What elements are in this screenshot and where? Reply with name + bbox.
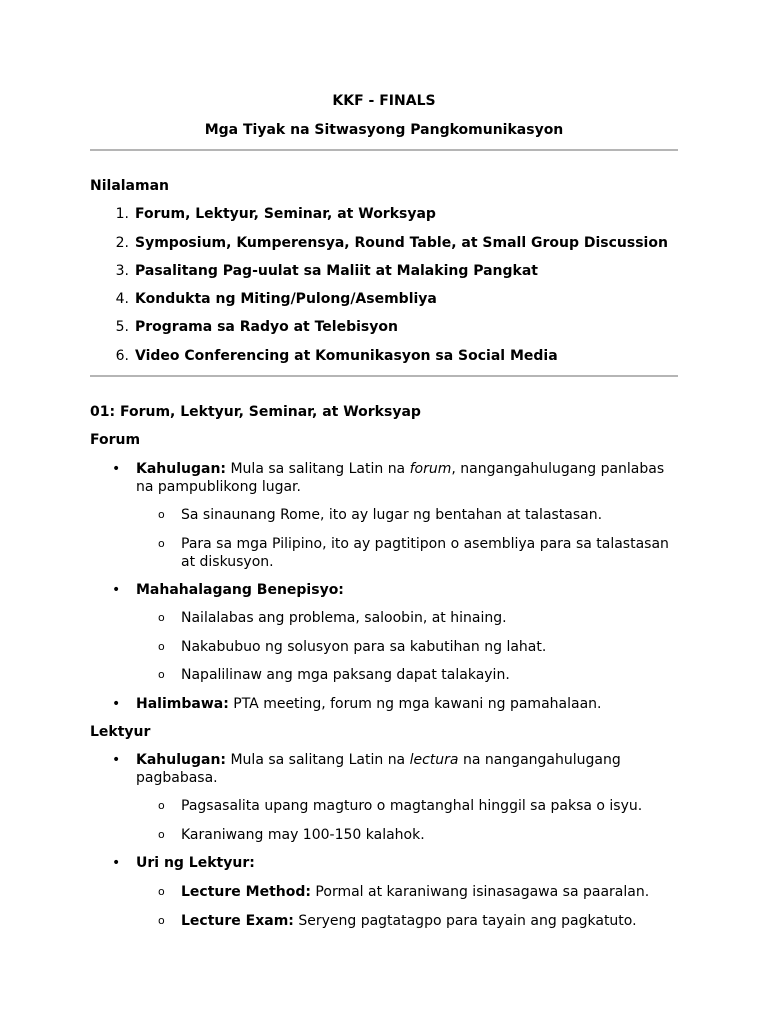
sub-bullet-icon: o <box>158 611 165 624</box>
bullet-icon: • <box>112 752 121 768</box>
sub-bullet-icon: o <box>158 537 165 550</box>
list-item: Nakabubuo ng solusyon para sa kabutihan ng lahat. <box>181 639 547 655</box>
forum-halimbawa <box>136 695 676 713</box>
list-item: Napalilinaw ang mga paksang dapat talakayin. <box>181 667 510 683</box>
lektyur-kahulugan <box>136 751 676 787</box>
term-label: Lecture Exam: <box>181 913 294 929</box>
section-heading: 01: Forum, Lektyur, Seminar, at Worksyap <box>90 404 421 420</box>
sub-bullet-icon: o <box>158 914 165 927</box>
list-item <box>181 912 681 930</box>
toc-number: 6. <box>115 348 129 364</box>
example-text: PTA meeting, forum ng mga kawani ng pamahalaan. <box>228 696 602 712</box>
forum-benepisyo-label: Mahahalagang Benepisyo: <box>136 582 344 598</box>
sub-bullet-icon: o <box>158 668 165 681</box>
toc-number: 1. <box>115 206 129 222</box>
term-label: Halimbawa: <box>136 696 229 712</box>
toc-item: Kondukta ng Miting/Pulong/Asembliya <box>135 291 437 307</box>
list-item: Karaniwang may 100-150 kalahok. <box>181 827 425 843</box>
latin-term: lectura <box>409 752 459 768</box>
document-title: KKF - FINALS <box>332 93 436 109</box>
definition-text: Mula sa salitang Latin na <box>226 752 410 768</box>
toc-number: 5. <box>115 319 129 335</box>
list-item <box>181 883 681 901</box>
definition-text: Pormal at karaniwang isinasagawa sa paaralan. <box>310 884 650 900</box>
term-label: Lecture Method: <box>181 884 311 900</box>
toc-item: Video Conferencing at Komunikasyon sa Social Media <box>135 348 558 364</box>
definition-text: Seryeng pagtatagpo para tayain ang pagkatuto. <box>293 913 637 929</box>
bullet-icon: • <box>112 461 121 477</box>
term-label: Kahulugan: <box>136 752 227 768</box>
sub-bullet-icon: o <box>158 508 165 521</box>
bullet-icon: • <box>112 582 121 598</box>
toc-number: 3. <box>115 263 129 279</box>
toc-number: 4. <box>115 291 129 307</box>
list-item: Para sa mga Pilipino, ito ay pagtitipon o asembliya para sa talastasan at diskusyon. <box>181 536 669 570</box>
list-item: Sa sinaunang Rome, ito ay lugar ng bentahan at talastasan. <box>181 507 603 523</box>
document-subtitle: Mga Tiyak na Sitwasyong Pangkomunikasyon <box>204 122 564 138</box>
sub-bullet-icon: o <box>158 799 165 812</box>
toc-item: Programa sa Radyo at Telebisyon <box>135 319 398 335</box>
sub-bullet-icon: o <box>158 640 165 653</box>
sub-bullet-icon: o <box>158 828 165 841</box>
list-item: Nailalabas ang problema, saloobin, at hinaing. <box>181 610 507 626</box>
latin-term: forum <box>409 461 452 477</box>
sub-bullet-icon: o <box>158 885 165 898</box>
bullet-icon: • <box>112 696 121 712</box>
definition-text: Mula sa salitang Latin na <box>226 461 410 477</box>
forum-kahulugan <box>136 460 676 496</box>
toc-item: Forum, Lektyur, Seminar, at Worksyap <box>135 206 436 222</box>
definition-text: , nangangahulugang panlabas na pampublikong lugar. <box>136 461 665 495</box>
term-label: Kahulugan: <box>136 461 227 477</box>
bullet-icon: • <box>112 855 121 871</box>
definition-text: na nangangahulugang pagbabasa. <box>136 752 621 786</box>
toc-heading: Nilalaman <box>90 178 170 194</box>
horizontal-rule <box>90 375 678 377</box>
list-item: Pagsasalita upang magturo o magtanghal hinggil sa paksa o isyu. <box>181 798 643 814</box>
toc-number: 2. <box>115 235 129 251</box>
toc-item: Pasalitang Pag-uulat sa Maliit at Malaking Pangkat <box>135 263 538 279</box>
horizontal-rule <box>90 149 678 151</box>
toc-item: Symposium, Kumperensya, Round Table, at Small Group Discussion <box>135 235 668 251</box>
subsection-heading-lektyur: Lektyur <box>90 724 151 740</box>
subsection-heading-forum: Forum <box>90 432 141 448</box>
lektyur-uri-label: Uri ng Lektyur: <box>136 855 255 871</box>
